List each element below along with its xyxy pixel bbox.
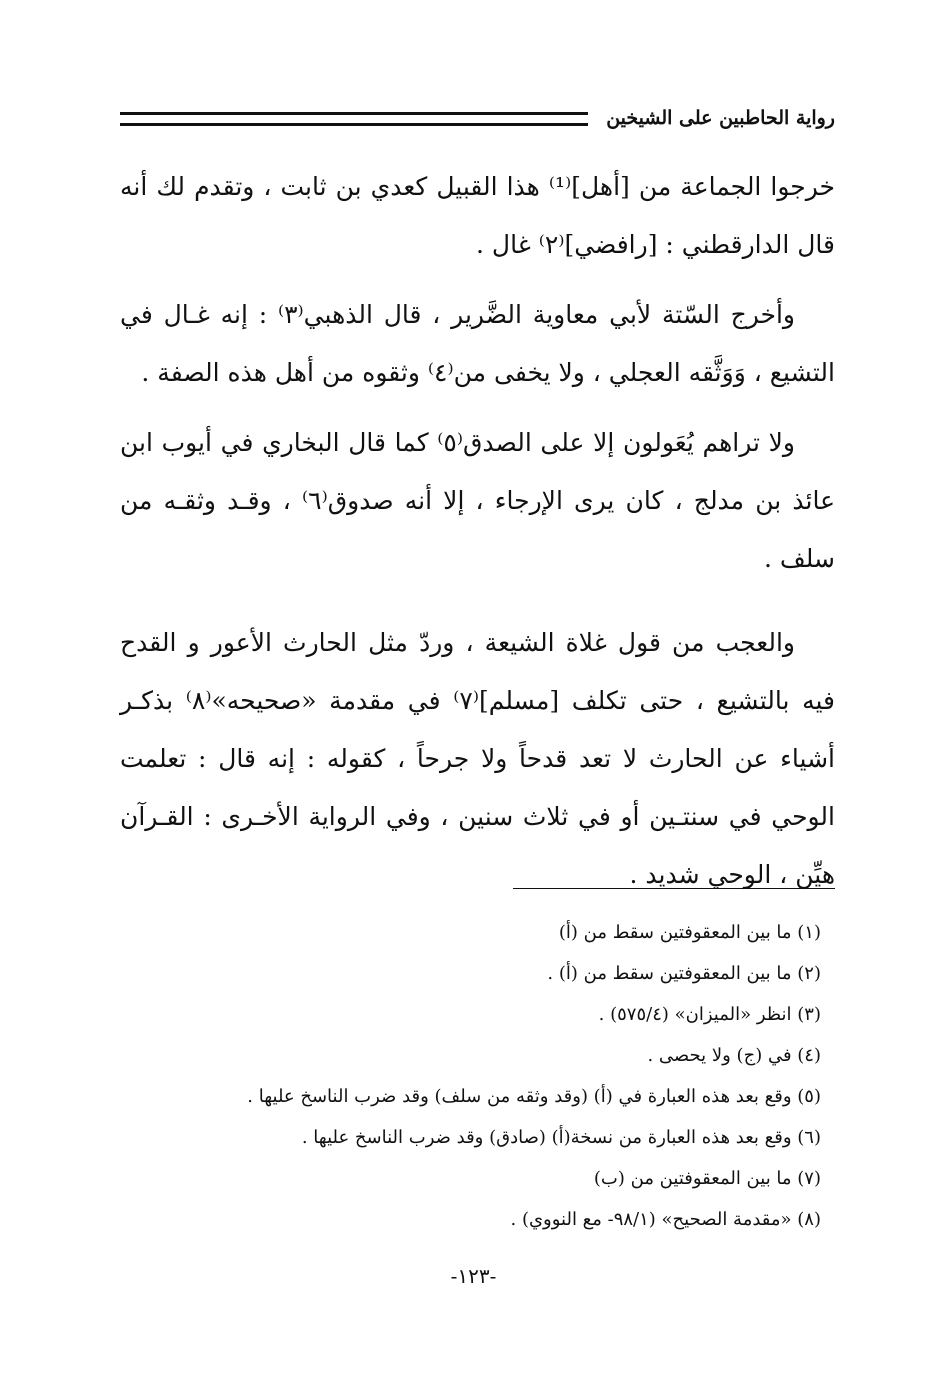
footnote-6: (٦) وقع بعد هذه العبارة من نسخة(أ) (صادق) وقد ضرب الناسخ عليها . xyxy=(301,1127,821,1148)
header-double-rule xyxy=(120,112,588,126)
header-title: رواية الحاطبين على الشيخين xyxy=(606,107,835,129)
paragraph-2: وأخرج السّتة لأبي معاوية الضَّرير ، قال الذهبي⁽٣⁾ : إنه غـال في التشيع ، وَوَثَّقه العجلي ، ولا يخفى من⁽٤⁾ وثقوه من أهل هذه الصفة . xyxy=(120,300,835,387)
paragraph-1: خرجوا الجماعة من [أهل]⁽¹⁾ هذا القبيل كعدي بن ثابت ، وتقدم لك أنه قال الدارقطني : [رافضي]⁽٢⁾ غال . xyxy=(120,172,835,259)
footnote-1: (١) ما بين المعقوفتين سقط من (أ) xyxy=(558,922,821,943)
footnote-2: (٢) ما بين المعقوفتين سقط من (أ) . xyxy=(547,963,821,984)
footnote-separator xyxy=(513,888,835,889)
paragraph-4: والعجب من قول غلاة الشيعة ، وردّ مثل الحارث الأعور و القدح فيه بالتشيع ، حتى تكلف [مسلم]⁽٧⁾ في مقدمة «صحيحه»⁽٨⁾ بذكـر أشياء عن الحارث لا تعد قدحاً ولا جرحاً ، كقوله : إنه قال : تعلمت الوحي في سنتـين أو في ثلاث سنين ، وفي الرواية الأخـرى : القـرآن هيِّن ، الوحي شديد . xyxy=(120,628,835,889)
footnote-4: (٤) في (ج) ولا يحصى . xyxy=(647,1045,821,1066)
paragraph-3: ولا تراهم يُعَولون إلا على الصدق⁽٥⁾ كما قال البخاري في أيوب ابن عائذ بن مدلج ، كان يرى الإرجاء ، إلا أنه صدوق⁽٦⁾ ، وقـد وثقـه من سلف . xyxy=(120,428,835,573)
footnote-5: (٥) وقع بعد هذه العبارة في (أ) (وقد وثقه من سلف) وقد ضرب الناسخ عليها . xyxy=(247,1086,821,1107)
footnote-7: (٧) ما بين المعقوفتين من (ب) xyxy=(593,1168,821,1189)
footnote-8: (٨) «مقدمة الصحيح» (٩٨/١- مع النووي) . xyxy=(510,1209,821,1230)
footnotes xyxy=(121,912,821,1240)
running-header xyxy=(120,102,835,134)
main-text xyxy=(120,158,835,916)
footnote-3: (٣) انظر «الميزان» (٥٧٥/٤) . xyxy=(598,1004,821,1025)
page-number: -١٢٣- xyxy=(450,1264,497,1288)
